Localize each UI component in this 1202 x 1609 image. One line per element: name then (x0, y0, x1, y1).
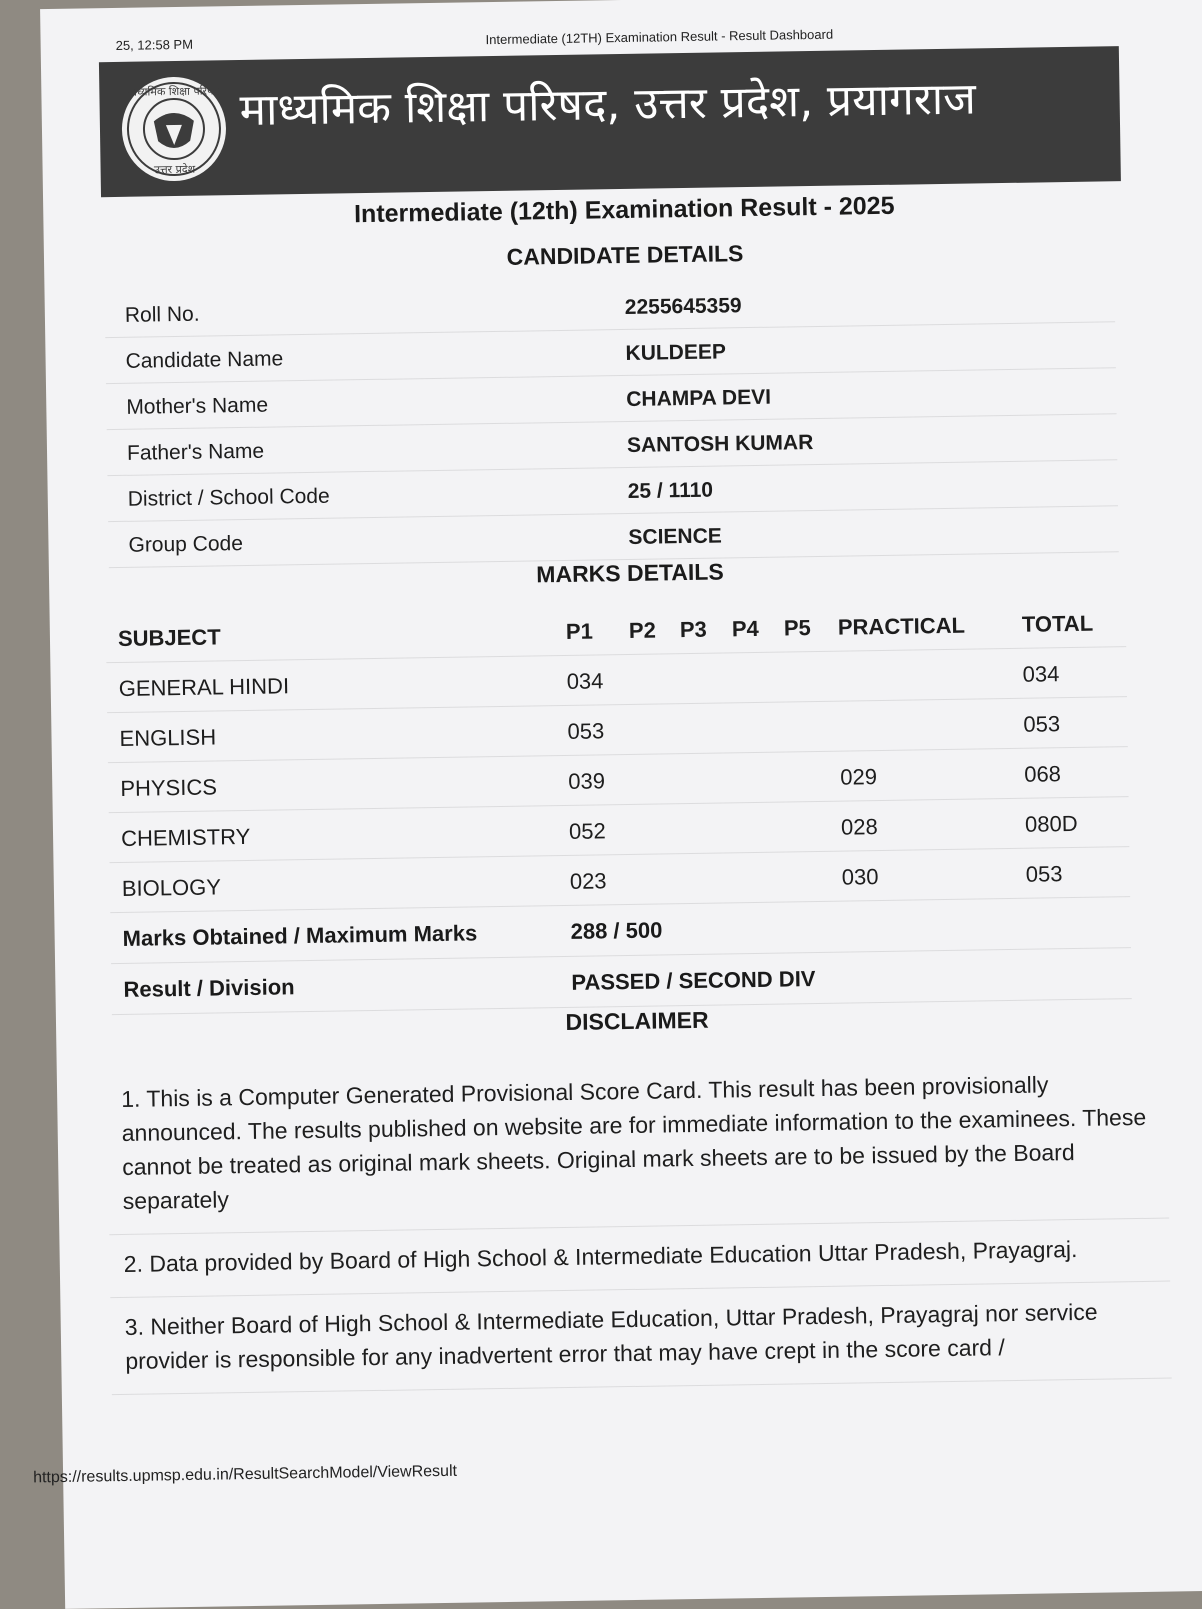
board-name: माध्यमिक शिक्षा परिषद, उत्तर प्रदेश, प्रयागराज (239, 73, 977, 136)
detail-label: Roll No. (124, 302, 200, 327)
marks-table (106, 597, 1132, 1015)
subject-name: BIOLOGY (121, 874, 222, 901)
column-header: TOTAL (1021, 610, 1094, 637)
print-document-title: Intermediate (12TH) Examination Result - Result Dashboard (485, 26, 834, 48)
subject-name: PHYSICS (120, 774, 218, 801)
detail-label: Father's Name (126, 439, 265, 465)
p1-marks: 039 (568, 768, 606, 794)
subject-name: CHEMISTRY (120, 823, 251, 851)
detail-label: Mother's Name (126, 393, 269, 419)
marks-obtained-value: 288 / 500 (570, 917, 663, 944)
footer-url: https://results.upmsp.edu.in/ResultSearchModel/ViewResult (33, 1462, 458, 1487)
result-division-value: PASSED / SECOND DIV (571, 966, 816, 995)
disclaimer-item: 2. Data provided by Board of High School & Intermediate Education Uttar Pradesh, Prayagraj. (109, 1219, 1170, 1299)
detail-label: Group Code (128, 532, 244, 557)
seal-text-bottom: उत्तर प्रदेश (153, 162, 196, 177)
total-marks: 053 (1023, 711, 1061, 737)
print-timestamp: 25, 12:58 PM (115, 36, 194, 53)
total-marks: 053 (1025, 861, 1063, 887)
total-marks: 068 (1024, 761, 1062, 787)
board-banner (99, 46, 1121, 197)
p1-marks: 034 (566, 668, 604, 694)
summary-label: Result / Division (123, 974, 295, 1002)
summary-label: Marks Obtained / Maximum Marks (122, 920, 478, 951)
p1-marks: 053 (567, 718, 605, 744)
column-header: P4 (731, 615, 760, 642)
total-marks: 080D (1024, 810, 1078, 837)
p1-marks: 052 (568, 818, 606, 844)
detail-value: 25 / 1110 (627, 478, 714, 503)
subject-name: ENGLISH (119, 724, 217, 751)
column-header: P5 (783, 615, 811, 641)
practical-marks: 028 (840, 814, 878, 840)
exam-title: Intermediate (12th) Examination Result - 2025 (353, 191, 895, 229)
disclaimer-heading: DISCLAIMER (565, 1006, 709, 1035)
disclaimer-list (107, 1054, 1172, 1396)
detail-value: KULDEEP (625, 340, 727, 365)
subject-name: GENERAL HINDI (118, 673, 290, 701)
total-marks: 034 (1022, 661, 1060, 687)
upmsp-seal-icon (119, 74, 229, 184)
p1-marks: 023 (569, 868, 607, 894)
column-header: P2 (628, 617, 657, 643)
candidate-details-heading: CANDIDATE DETAILS (506, 240, 744, 270)
disclaimer-item: 3. Neither Board of High School & Intermediate Education, Uttar Pradesh, Prayagraj nor service provider is responsible for any inadvertent error that may have crept in the score card / (110, 1282, 1171, 1396)
column-header: P3 (679, 616, 708, 643)
column-header: SUBJECT (117, 624, 221, 651)
disclaimer-item: 1. This is a Computer Generated Provisional Score Card. This result has been provisionally announced. The results published on website are for immediate information to the examinees. These cannot be treated as original mark sheets. Original mark sheets are to be issued by the Board separately (107, 1054, 1169, 1236)
candidate-details-table (105, 276, 1119, 568)
seal-text-top: माध्यमिक शिक्षा परिषद (127, 84, 220, 99)
result-sheet (33, 0, 1202, 1609)
detail-label: Candidate Name (125, 347, 284, 373)
detail-value: SANTOSH KUMAR (626, 431, 814, 457)
column-header: PRACTICAL (837, 612, 966, 640)
practical-marks: 029 (840, 764, 878, 790)
marks-details-heading: MARKS DETAILS (536, 558, 724, 588)
practical-marks: 030 (841, 864, 879, 890)
detail-value: CHAMPA DEVI (626, 385, 772, 411)
detail-label: District / School Code (127, 484, 330, 511)
detail-value: 2255645359 (624, 294, 742, 319)
column-header: P1 (565, 618, 594, 644)
detail-value: SCIENCE (628, 524, 722, 549)
